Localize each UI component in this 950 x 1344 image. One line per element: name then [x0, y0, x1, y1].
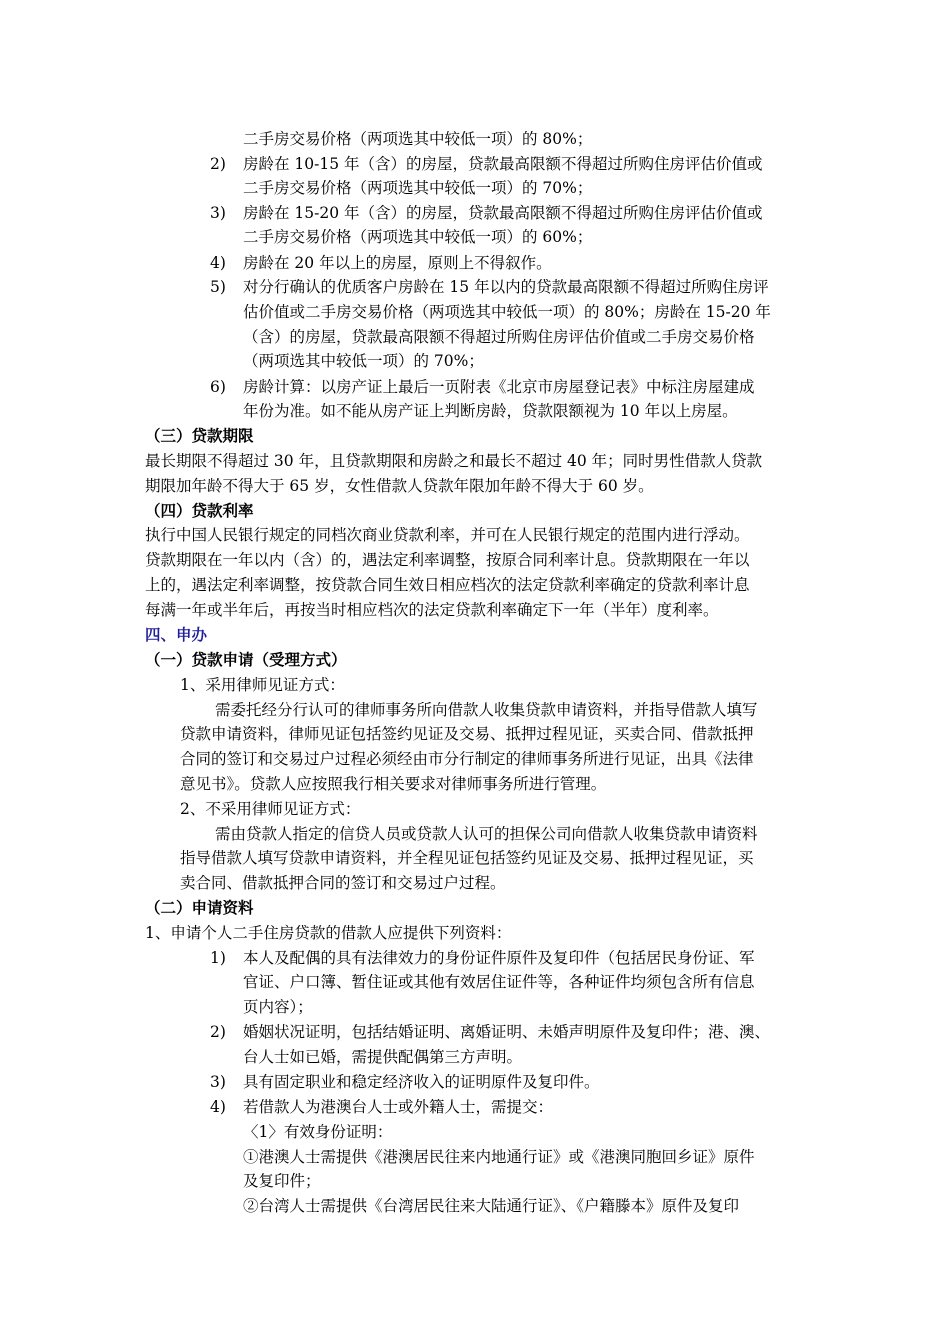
term-heading: （三）贷款期限 — [145, 427, 254, 445]
m-item-3-number: 3) — [210, 1073, 226, 1091]
materials-heading: （二）申请资料 — [145, 899, 254, 917]
s1-item-6-number: 6) — [210, 378, 226, 396]
method-1-line-2: 贷款申请资料，律师见证包括签约见证及交易、抵押过程见证，买卖合同、借款抵押 — [180, 725, 754, 743]
s1-item-5-line-3: （含）的房屋，贷款最高限额不得超过所购住房评估价值或二手房交易价格 — [243, 328, 755, 346]
m-item-4-line-2: 〈1〉有效身份证明： — [243, 1123, 393, 1141]
m-item-3-line-1: 具有固定职业和稳定经济收入的证明原件及复印件。 — [243, 1073, 600, 1091]
s1-item-3-line-2: 二手房交易价格（两项选其中较低一项）的 60%； — [243, 228, 593, 246]
s1-item-2-line-2: 二手房交易价格（两项选其中较低一项）的 70%； — [243, 179, 593, 197]
m-item-4-line-4: 及复印件； — [243, 1172, 321, 1190]
method-1-title: 1、采用律师见证方式： — [180, 676, 345, 694]
s1-item-2-number: 2) — [210, 155, 226, 173]
s1-item-4-line-1: 房龄在 20 年以上的房屋，原则上不得叙作。 — [243, 254, 552, 272]
materials-intro: 1、申请个人二手住房贷款的借款人应提供下列资料： — [145, 924, 512, 942]
m-item-2-line-1: 婚姻状况证明，包括结婚证明、离婚证明、未婚声明原件及复印件；港、澳、 — [243, 1023, 771, 1041]
m-item-4-line-1: 若借款人为港澳台人士或外籍人士，需提交： — [243, 1098, 554, 1116]
method-2-title: 2、不采用律师见证方式： — [180, 800, 361, 818]
m-item-4-line-5: ②台湾人士需提供《台湾居民往来大陆通行证》、《户籍滕本》原件及复印 — [243, 1197, 740, 1215]
m-item-2-number: 2) — [210, 1023, 226, 1041]
section4-heading: 四、申办 — [145, 626, 208, 644]
s1-item-5-line-1: 对分行确认的优质客户房龄在 15 年以内的贷款最高限额不得超过所购住房评 — [243, 278, 769, 296]
m-item-1-line-3: 页内容）； — [243, 998, 313, 1016]
method-2-line-1: 需由贷款人指定的信贷人员或贷款人认可的担保公司向借款人收集贷款申请资料 — [215, 825, 758, 843]
s1-item-6-line-2: 年份为准。如不能从房产证上判断房龄，贷款限额视为 10 年以上房屋。 — [243, 402, 738, 420]
s1-item-4-number: 4) — [210, 254, 226, 272]
term-line-2: 期限加年龄不得大于 65 岁，女性借款人贷款年限加年龄不得大于 60 岁。 — [145, 477, 654, 495]
s1-item-5-line-4: （两项选其中较低一项）的 70%； — [243, 352, 484, 370]
rate-line-3: 上的，遇法定利率调整，按贷款合同生效日相应档次的法定贷款利率确定的贷款利率计息 — [145, 576, 750, 594]
method-2-line-3: 卖合同、借款抵押合同的签订和交易过户过程。 — [180, 874, 506, 892]
method-1-line-1: 需委托经分行认可的律师事务所向借款人收集贷款申请资料，并指导借款人填写 — [215, 701, 758, 719]
application-heading: （一）贷款申请（受理方式） — [145, 651, 347, 669]
s1-item-5-line-2: 估价值或二手房交易价格（两项选其中较低一项）的 80%；房龄在 15-20 年 — [243, 303, 771, 321]
rate-line-4: 每满一年或半年后，再按当时相应档次的法定贷款利率确定下一年（半年）度利率。 — [145, 601, 719, 619]
m-item-4-number: 4) — [210, 1098, 226, 1116]
rate-line-1: 执行中国人民银行规定的同档次商业贷款利率，并可在人民银行规定的范围内进行浮动。 — [145, 526, 750, 544]
m-item-1-line-1: 本人及配偶的具有法律效力的身份证件原件及复印件（包括居民身份证、军 — [243, 949, 755, 967]
method-1-line-3: 合同的签订和交易过户过程必须经由市分行制定的律师事务所进行见证，出具《法律 — [180, 750, 754, 768]
term-line-1: 最长期限不得超过 30 年，且贷款期限和房龄之和最长不超过 40 年；同时男性借款人贷款 — [145, 452, 763, 470]
m-item-1-line-2: 官证、户口簿、暂住证或其他有效居住证件等，各种证件均须包含所有信息 — [243, 973, 755, 991]
s1-item-3-line-1: 房龄在 15-20 年（含）的房屋，贷款最高限额不得超过所购住房评估价值或 — [243, 204, 763, 222]
rate-line-2: 贷款期限在一年以内（含）的，遇法定利率调整，按原合同利率计息。贷款期限在一年以 — [145, 551, 750, 569]
m-item-4-line-3: ①港澳人士需提供《港澳居民往来内地通行证》或《港澳同胞回乡证》原件 — [243, 1148, 755, 1166]
s1-item-6-line-1: 房龄计算：以房产证上最后一页附表《北京市房屋登记表》中标注房屋建成 — [243, 378, 755, 396]
rate-heading: （四）贷款利率 — [145, 502, 254, 520]
s1-item-5-number: 5) — [210, 278, 226, 296]
method-2-line-2: 指导借款人填写贷款申请资料，并全程见证包括签约见证及交易、抵押过程见证，买 — [180, 849, 754, 867]
s1-item-1-line-1: 二手房交易价格（两项选其中较低一项）的 80%； — [243, 130, 593, 148]
s1-item-2-line-1: 房龄在 10-15 年（含）的房屋，贷款最高限额不得超过所购住房评估价值或 — [243, 155, 763, 173]
m-item-1-number: 1) — [210, 949, 226, 967]
method-1-line-4: 意见书》。贷款人应按照我行相关要求对律师事务所进行管理。 — [180, 775, 607, 793]
m-item-2-line-2: 台人士如已婚，需提供配偶第三方声明。 — [243, 1048, 523, 1066]
s1-item-3-number: 3) — [210, 204, 226, 222]
